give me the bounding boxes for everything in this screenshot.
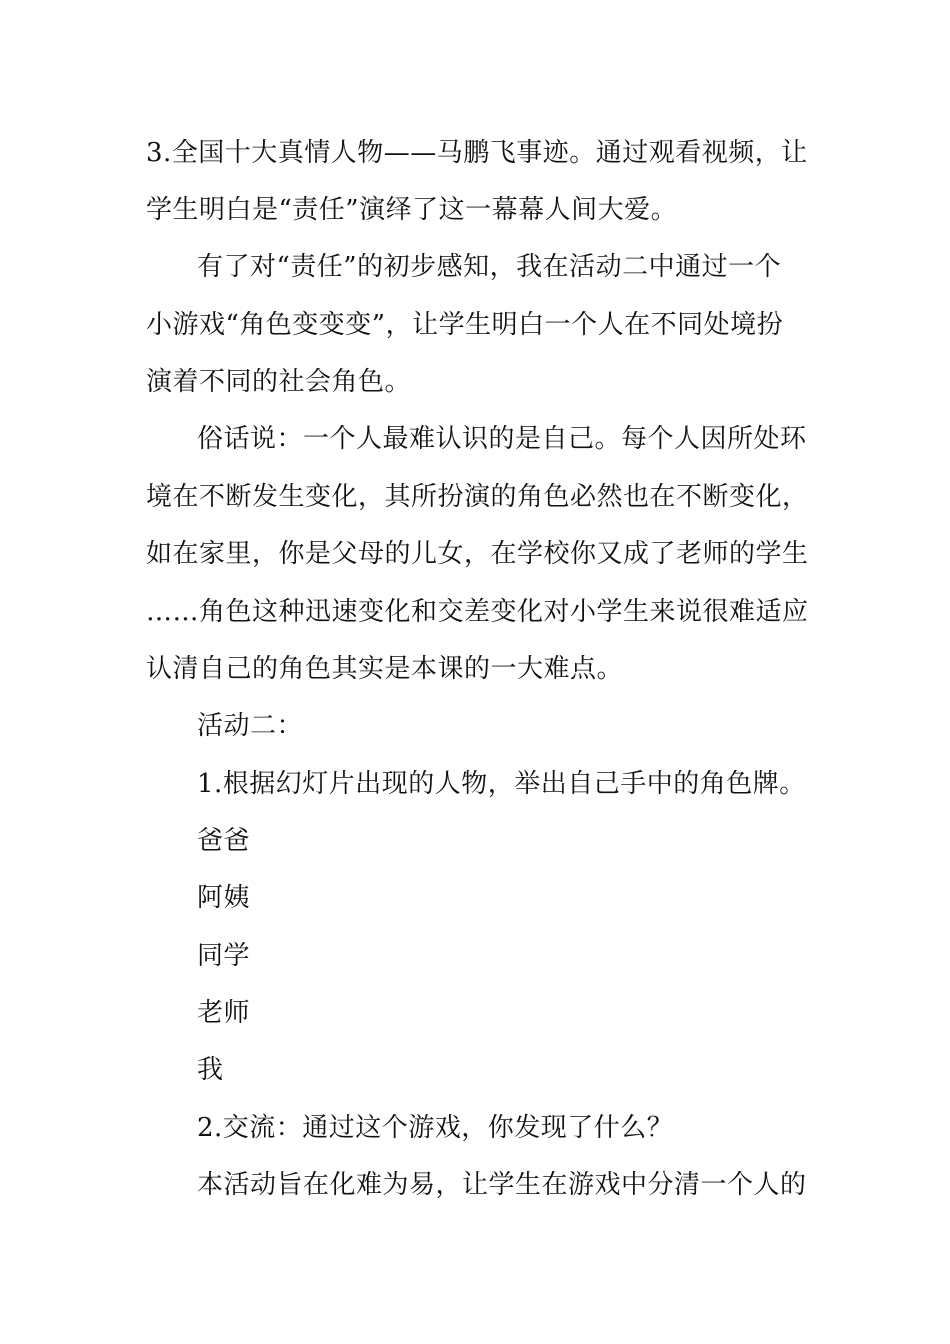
text-line: 演着不同的社会角色。 [146,367,412,397]
text-line: 如在家里，你是父母的儿女，在学校你又成了老师的学生 [146,539,809,569]
text-line: 1.根据幻灯片出现的人物，举出自己手中的角色牌。 [197,769,806,799]
text-line: 老师 [197,998,251,1028]
text-line: 我 [197,1055,224,1085]
text-line: 学生明白是“责任”演绎了这一幕幕人间大爱。 [146,195,678,225]
text-line: 认清自己的角色其实是本课的一大难点。 [146,654,624,684]
text-line: 小游戏“角色变变变”，让学生明白一个人在不同处境扮 [146,310,784,340]
text-line: 有了对“责任”的初步感知，我在活动二中通过一个 [197,252,782,282]
text-line: 本活动旨在化难为易，让学生在游戏中分清一个人的 [197,1170,807,1200]
text-line: 俗话说：一个人最难认识的是自己。每个人因所处环 [197,424,807,454]
text-line: 3.全国十大真情人物——马鹏飞事迹。通过观看视频，让 [146,138,808,168]
text-line: 活动二： [197,711,304,741]
text-line: ……角色这种迅速变化和交差变化对小学生来说很难适应 [146,597,809,627]
text-line: 同学 [197,941,251,971]
text-line: 阿姨 [197,883,251,913]
text-line: 2.交流：通过这个游戏，你发现了什么？ [197,1113,674,1143]
text-line: 爸爸 [197,826,251,856]
text-line: 境在不断发生变化，其所扮演的角色必然也在不断变化， [146,482,809,512]
